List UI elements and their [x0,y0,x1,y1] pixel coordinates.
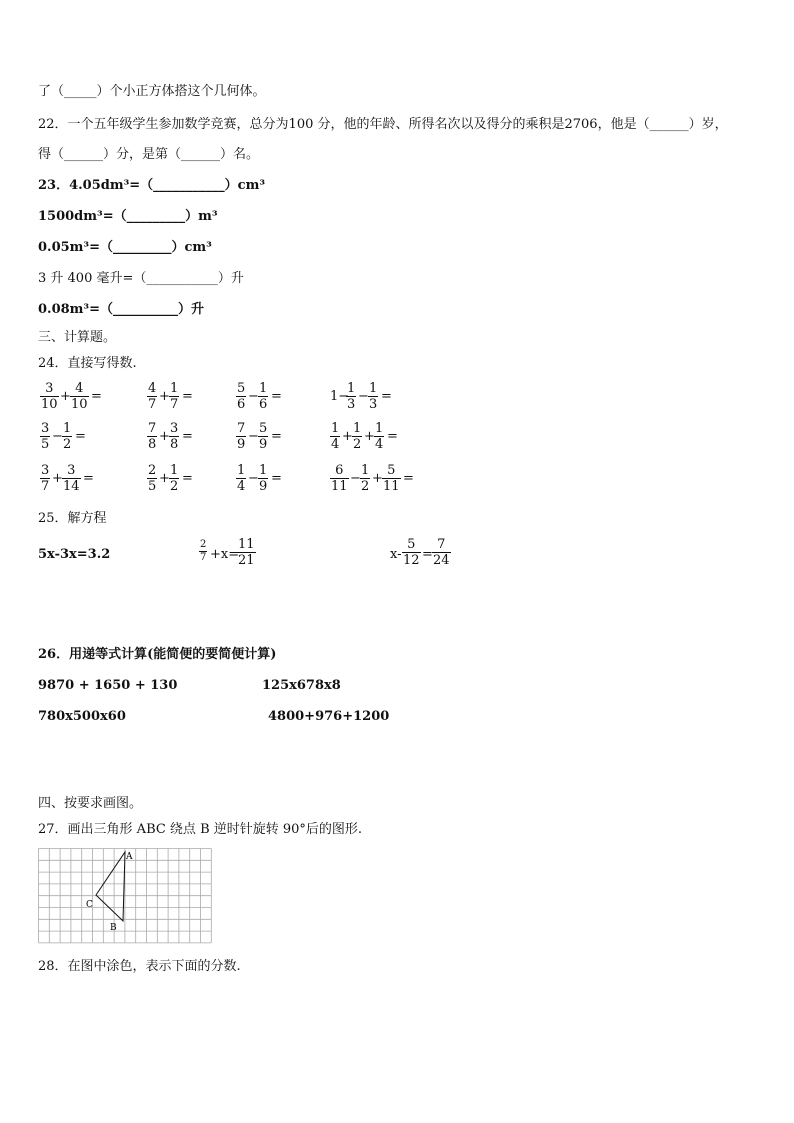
line-q23-b: 1500dm³=（_________）m³ [38,209,218,224]
operator: = [182,429,193,444]
fraction: $\frac{1}{2}$ [353,421,362,452]
line-q26: 26．用递等式计算(能简便的要简便计算) [38,647,277,662]
fraction: $\frac{1}{2}$ [361,463,370,494]
line-q27: 27．画出三角形 ABC 绕点 B 逆时针旋转 90°后的图形. [38,822,363,837]
fraction: $\frac{1}{7}$ [170,381,179,412]
operator: + [342,429,353,444]
operator: − [248,471,259,486]
fraction: $\frac{3}{14}$ [63,463,80,494]
calc-c: 780x500x60 [38,709,126,724]
operator: = [381,389,392,404]
operator: + [60,389,71,404]
operator: = [271,429,282,444]
fraction: $\frac{7}{8}$ [148,421,157,452]
line-q28: 28．在图中涂色，表示下面的分数. [38,959,241,974]
equation-1: 5x-3x=3.2 [38,547,111,562]
fraction: $\frac{5}{9}$ [259,421,268,452]
label-a: A [126,852,133,862]
operator: + [159,429,170,444]
operator: = [403,471,414,486]
operator: + [52,471,63,486]
fraction: $\frac{1}{4}$ [331,421,340,452]
line-q22-cont: 得（______）分，是第（______）名。 [38,147,260,162]
fraction: $\frac{4}{7}$ [148,381,157,412]
fraction: $\frac{3}{5}$ [41,421,50,452]
eq3-fraction-1: $\frac{5}{12}$ [403,537,420,568]
fraction: $\frac{3}{10}$ [41,381,58,412]
operator: = [387,429,398,444]
operator: = [182,389,193,404]
section-4-heading: 四、按要求画图。 [38,796,143,811]
fraction: $\frac{6}{11}$ [331,463,348,494]
section-3-heading: 三、计算题。 [38,330,117,345]
operator: = [182,471,193,486]
calc-a: 9870 + 1650 + 130 [38,678,178,693]
fraction: $\frac{2}{5}$ [148,463,157,494]
operator: − [248,429,259,444]
eq2-fraction-2: $\frac{11}{21}$ [238,537,255,568]
label-c: C [86,900,93,910]
calc-d: 4800+976+1200 [268,709,390,724]
operator: − [52,429,63,444]
fraction: $\frac{3}{7}$ [41,463,50,494]
fraction: $\frac{1}{6}$ [259,381,268,412]
line-q23: 23．4.05dm³=（___________）cm³ [38,178,266,193]
line-q24: 24．直接写得数. [38,356,137,371]
fraction: $\frac{1}{2}$ [63,421,72,452]
fraction: $\frac{3}{8}$ [170,421,179,452]
operator: = [91,389,102,404]
calc-b: 125x678x8 [262,678,341,693]
line-q23-e: 0.08m³=（__________）升 [38,302,205,317]
operator: 1− [330,389,350,404]
operator: = [75,429,86,444]
operator: − [358,389,369,404]
operator: + [364,429,375,444]
fraction: $\frac{4}{10}$ [71,381,88,412]
fraction: $\frac{7}{9}$ [237,421,246,452]
line-q22: 22．一个五年级学生参加数学竞赛，总分为100 分，他的年龄、所得名次以及得分的乘积是2706，他是（______）岁， [38,117,728,132]
operator: − [248,389,259,404]
eq3-fraction-2: $\frac{7}{24}$ [433,537,450,568]
fraction: $\frac{1}{2}$ [170,463,179,494]
operator: − [350,471,361,486]
operator: = [83,471,94,486]
eq2-fraction-1: $\frac{2}{7}$ [200,539,207,563]
q27-grid-figure [38,848,218,944]
line-q23-c: 0.05m³=（_________）cm³ [38,240,212,255]
fraction: $\frac{5}{6}$ [237,381,246,412]
fraction: $\frac{1}{4}$ [237,463,246,494]
operator: = [271,471,282,486]
label-b: B [110,923,117,933]
fraction: $\frac{1}{4}$ [375,421,384,452]
operator: = [271,389,282,404]
triangle-abc [96,852,125,921]
operator: + [159,471,170,486]
operator: + [159,389,170,404]
line-q23-d: 3 升 400 毫升=（___________）升 [38,271,244,286]
operator: + [372,471,383,486]
fraction: $\frac{1}{3}$ [369,381,378,412]
fraction: $\frac{1}{3}$ [347,381,356,412]
line-q21-tail: 了（_____）个小正方体搭这个几何体。 [38,84,266,99]
fraction: $\frac{5}{11}$ [383,463,400,494]
line-q25: 25．解方程 [38,511,107,526]
fraction: $\frac{1}{9}$ [259,463,268,494]
